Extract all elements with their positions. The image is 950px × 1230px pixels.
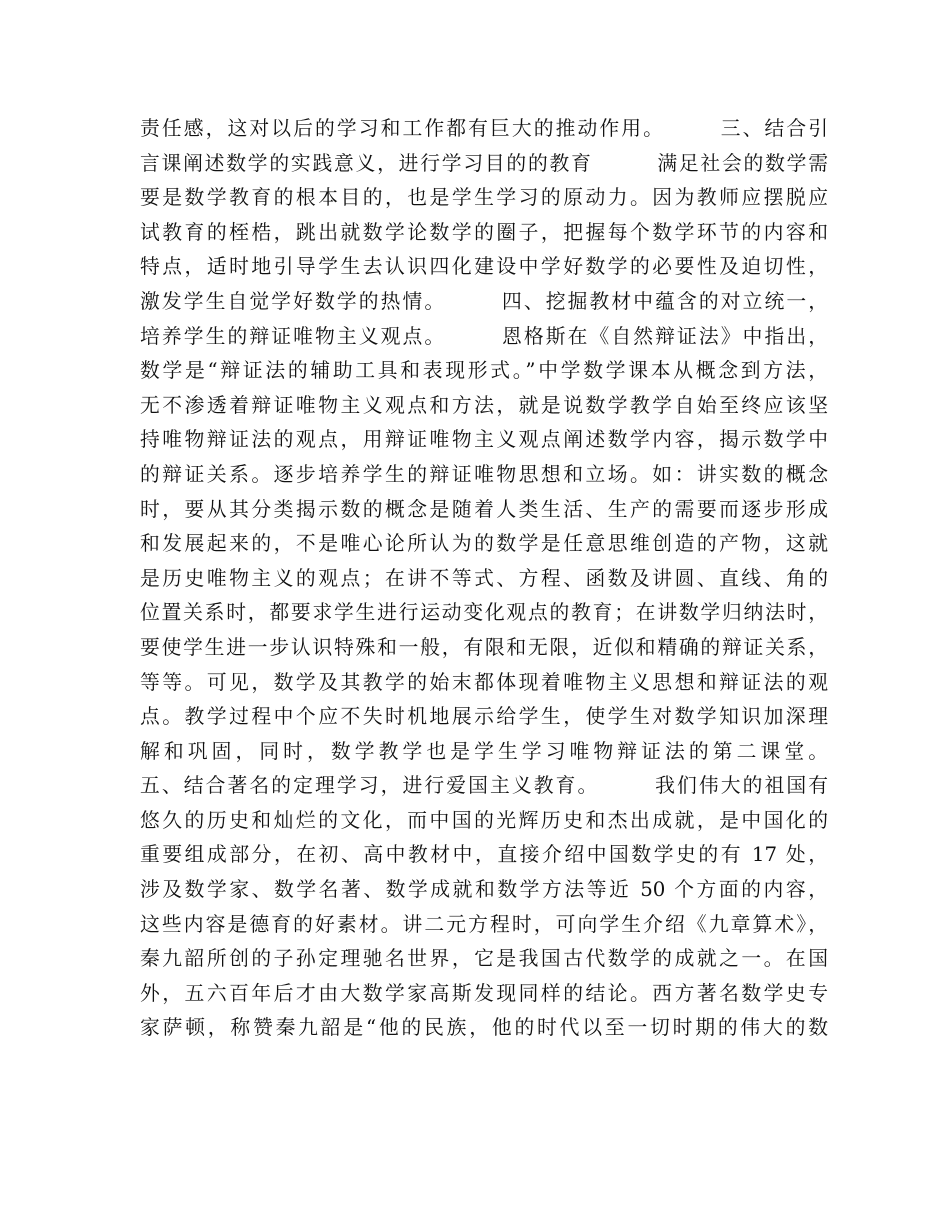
text-line: 无不渗透着辩证唯物主义观点和方法，就是说数学教学自始至终应该坚	[140, 393, 828, 417]
text-line: 持唯物辩证法的观点，用辩证唯物主义观点阐述数学内容，揭示数学中	[140, 428, 828, 452]
text-line: 是历史唯物主义的观点；在讲不等式、方程、函数及讲圆、直线、角的	[140, 566, 828, 590]
text-line: 时，要从其分类揭示数的概念是随着人类生活、生产的需要而逐步形成	[140, 497, 828, 521]
text-line: 的辩证关系。逐步培养学生的辩证唯物思想和立场。如：讲实数的概念	[140, 462, 828, 486]
text-line: 五、结合著名的定理学习，进行爱国主义教育。 我们伟大的祖国有	[140, 774, 828, 798]
text-line: 激发学生自觉学好数学的热情。 四、挖掘教材中蕴含的对立统一，	[140, 289, 828, 313]
text-line: 要是数学教育的根本目的，也是学生学习的原动力。因为教师应摆脱应	[140, 186, 828, 210]
text-line: 这些内容是德育的好素材。讲二元方程时，可向学生介绍《九章算术》，	[140, 912, 828, 936]
text-line: 试教育的桎梏，跳出就数学论数学的圈子，把握每个数学环节的内容和	[140, 220, 828, 244]
text-line: 特点，适时地引导学生去认识四化建设中学好数学的必要性及迫切性，	[140, 255, 828, 279]
text-line: 外，五六百年后才由大数学家高斯发现同样的结论。西方著名数学史专	[140, 981, 828, 1005]
text-line: 位置关系时，都要求学生进行运动变化观点的教育；在讲数学归纳法时，	[140, 601, 828, 625]
text-line: 言课阐述数学的实践意义，进行学习目的的教育 满足社会的数学需	[140, 151, 828, 175]
text-line: 数学是“辩证法的辅助工具和表现形式。”中学数学课本从概念到方法，	[140, 359, 828, 383]
text-line: 责任感，这对以后的学习和工作都有巨大的推动作用。 三、结合引	[140, 117, 828, 140]
text-line: 和发展起来的，不是唯心论所认为的数学是任意思维创造的产物，这就	[140, 532, 828, 556]
text-line: 要使学生进一步认识特殊和一般，有限和无限，近似和精确的辩证关系，	[140, 635, 828, 659]
text-line: 秦九韶所创的子孙定理驰名世界，它是我国古代数学的成就之一。在国	[140, 947, 828, 971]
body-text	[140, 112, 828, 1046]
text-line: 点。教学过程中个应不失时机地展示给学生，使学生对数学知识加深理	[140, 705, 828, 729]
text-line: 重要组成部分，在初、高中教材中，直接介绍中国数学史的有 17 处，	[140, 843, 828, 867]
text-line: 涉及数学家、数学名著、数学成就和数学方法等近 50 个方面的内容，	[140, 878, 828, 902]
text-line: 悠久的历史和灿烂的文化，而中国的光辉历史和杰出成就，是中国化的	[140, 808, 828, 832]
text-line: 培养学生的辩证唯物主义观点。 恩格斯在《自然辩证法》中指出，	[140, 324, 828, 348]
text-line: 等等。可见，数学及其教学的始末都体现着唯物主义思想和辩证法的观	[140, 670, 828, 694]
text-line: 家萨顿，称赞秦九韶是“他的民族，他的时代以至一切时期的伟大的数	[140, 1016, 828, 1040]
text-line: 解和巩固，同时，数学教学也是学生学习唯物辩证法的第二课堂。	[140, 739, 828, 763]
